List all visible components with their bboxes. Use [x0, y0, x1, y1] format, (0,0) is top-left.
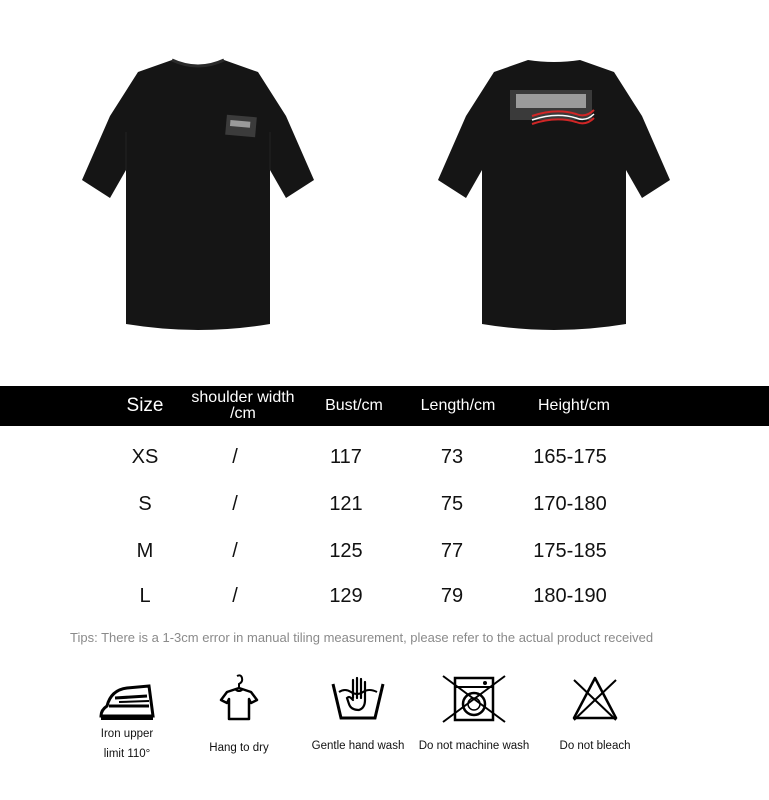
care-label-hand-wash: Gentle hand wash	[311, 740, 405, 752]
cell-bust: 117	[330, 446, 362, 468]
cell-shoulder: /	[232, 540, 238, 562]
cell-shoulder: /	[232, 446, 238, 468]
size-table-header	[0, 386, 769, 426]
cell-length: 75	[440, 493, 464, 515]
table-row	[0, 446, 769, 476]
care-item-iron	[90, 676, 164, 764]
hand-wash-icon	[329, 674, 387, 724]
care-item-hand-wash	[304, 674, 412, 756]
care-item-no-bleach	[546, 674, 644, 756]
table-row	[0, 493, 769, 523]
cell-shoulder: /	[232, 493, 238, 515]
care-label-iron-line1: Iron upper	[100, 728, 154, 740]
cell-size: XS	[131, 446, 159, 468]
care-item-no-machine-wash	[414, 674, 534, 756]
cell-height: 165-175	[533, 446, 607, 468]
care-label-hang: Hang to dry	[209, 742, 269, 754]
cell-size: M	[136, 540, 154, 562]
cell-height: 170-180	[533, 493, 607, 515]
cell-height: 180-190	[533, 585, 607, 607]
product-images	[0, 0, 769, 380]
cell-shoulder: /	[232, 585, 238, 607]
cell-size: S	[138, 493, 152, 515]
no-bleach-icon	[570, 674, 620, 724]
care-item-hang	[200, 672, 278, 758]
measurement-tips: Tips: There is a 1-3cm error in manual tiling measurement, please refer to the actual product received	[70, 630, 654, 645]
header-bust: Bust/cm	[325, 397, 383, 414]
cell-bust: 125	[329, 540, 363, 562]
header-shoulder-width	[180, 386, 306, 426]
table-row	[0, 540, 769, 570]
cell-length: 79	[440, 585, 464, 607]
hanger-shirt-icon	[217, 672, 261, 724]
care-label-no-machine-wash: Do not machine wash	[418, 740, 530, 752]
iron-icon	[97, 676, 157, 724]
cell-height: 175-185	[533, 540, 607, 562]
care-label-no-bleach: Do not bleach	[559, 740, 631, 752]
tshirt-back-image	[436, 52, 672, 337]
table-row	[0, 585, 769, 615]
care-label-iron-line2: limit 110°	[103, 748, 151, 760]
cell-length: 73	[440, 446, 464, 468]
header-height: Height/cm	[537, 397, 611, 414]
header-length: Length/cm	[420, 397, 496, 414]
cell-bust: 121	[329, 493, 363, 515]
no-machine-wash-icon	[441, 674, 507, 724]
header-shoulder-line2: /cm	[230, 405, 256, 422]
cell-bust: 129	[329, 585, 363, 607]
header-size: Size	[126, 395, 164, 416]
cell-size: L	[139, 585, 151, 607]
tshirt-front-image	[80, 52, 316, 337]
cell-length: 77	[440, 540, 464, 562]
header-shoulder-line1: shoulder width	[191, 389, 295, 406]
